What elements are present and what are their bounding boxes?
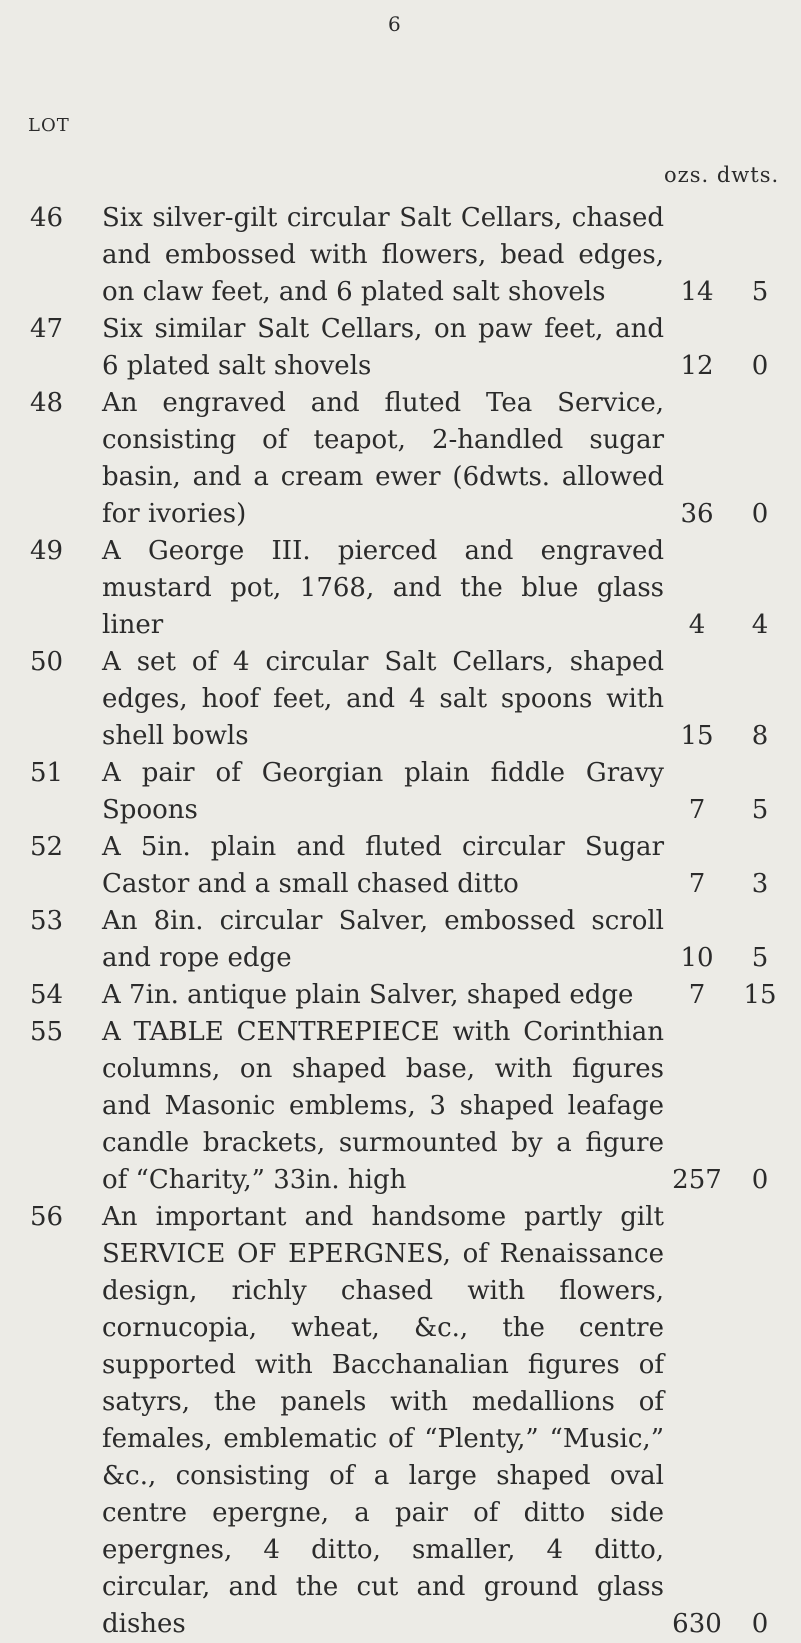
lot-description: An 8in. circular Salver, embossed scroll and rope edge [102, 906, 664, 973]
lot-description: A pair of Georgian plain fiddle Gravy Spoons [102, 758, 664, 825]
lot-weight-ozs: 15 [680, 721, 714, 751]
lot-number: 52 [30, 832, 64, 862]
lot-entry [0, 311, 801, 385]
lot-number: 49 [30, 536, 64, 566]
lot-weight-ozs: 10 [680, 943, 714, 973]
lot-list [0, 200, 801, 1643]
lot-description: Six similar Salt Cellars, on paw feet, and 6 plated salt shovels [102, 314, 664, 381]
lot-weight-dwts: 15 [743, 980, 777, 1010]
lot-number: 54 [30, 980, 64, 1010]
lot-description: An important and handsome partly gilt SERVICE OF EPERGNES, of Renaissance design, richly chased with flowers, cornucopia, wheat, &c., the centre supported with Bacchanalian figures of satyrs, the panels with medallions of females, emblematic of “Plenty,” “Music,” &c., consisting of a large shaped oval centre epergne, a pair of ditto side epergnes, 4 ditto, smaller, 4 ditto, circular, and the cut and ground glass dishes [102, 1202, 664, 1639]
lot-number: 53 [30, 906, 64, 936]
lot-weight-dwts: 8 [751, 721, 769, 751]
lot-weight-ozs: 630 [672, 1609, 722, 1639]
lot-description: A 7in. antique plain Salver, shaped edge [102, 980, 634, 1010]
lot-weight-dwts: 4 [751, 610, 769, 640]
lot-weight-ozs: 7 [688, 980, 706, 1010]
lot-weight-dwts: 5 [751, 795, 769, 825]
lot-entry [0, 533, 801, 644]
lot-entry [0, 1199, 801, 1643]
lot-number: 50 [30, 647, 64, 677]
lot-number: 48 [30, 388, 64, 418]
lot-description: Six silver-gilt circular Salt Cellars, chased and embossed with flowers, bead edges, on claw feet, and 6 plated salt shovels [102, 203, 664, 307]
lot-description: A TABLE CENTREPIECE with Corinthian columns, on shaped base, with figures and Masonic emblems, 3 shaped leafage candle brackets, surmounted by a figure of “Charity,” 33in. high [102, 1017, 664, 1195]
lot-weight-ozs: 257 [672, 1165, 722, 1195]
lot-weight-dwts: 0 [751, 1609, 769, 1639]
lot-number: 46 [30, 203, 64, 233]
lot-weight-ozs: 14 [680, 277, 714, 307]
lot-weight-dwts: 0 [751, 499, 769, 529]
lot-entry [0, 385, 801, 533]
lot-entry [0, 200, 801, 311]
lot-description: An engraved and fluted Tea Service, consisting of teapot, 2-handled sugar basin, and a cream ewer (6dwts. allowed for ivories) [102, 388, 664, 529]
lot-description: A set of 4 circular Salt Cellars, shaped edges, hoof feet, and 4 salt spoons with shell bowls [102, 647, 664, 751]
lot-entry [0, 1014, 801, 1199]
lot-entry [0, 755, 801, 829]
page-number: 6 [388, 12, 401, 36]
lot-weight-dwts: 0 [751, 351, 769, 381]
lot-number: 56 [30, 1202, 64, 1232]
lot-entry [0, 644, 801, 755]
lot-description: A 5in. plain and fluted circular Sugar Castor and a small chased ditto [102, 832, 664, 899]
lot-number: 51 [30, 758, 64, 788]
lot-number: 47 [30, 314, 64, 344]
lot-weight-dwts: 5 [751, 277, 769, 307]
lot-entry [0, 829, 801, 903]
lot-column-header: LOT [28, 115, 70, 136]
lot-number: 55 [30, 1017, 64, 1047]
lot-weight-ozs: 12 [680, 351, 714, 381]
lot-entry [0, 903, 801, 977]
lot-weight-ozs: 4 [688, 610, 706, 640]
weight-column-header: ozs. dwts. [664, 163, 780, 187]
lot-weight-dwts: 3 [751, 869, 769, 899]
lot-weight-ozs: 36 [680, 499, 714, 529]
lot-weight-ozs: 7 [688, 795, 706, 825]
lot-entry [0, 977, 801, 1014]
lot-weight-dwts: 5 [751, 943, 769, 973]
lot-weight-ozs: 7 [688, 869, 706, 899]
lot-description: A George III. pierced and engraved mustard pot, 1768, and the blue glass liner [102, 536, 664, 640]
lot-weight-dwts: 0 [751, 1165, 769, 1195]
